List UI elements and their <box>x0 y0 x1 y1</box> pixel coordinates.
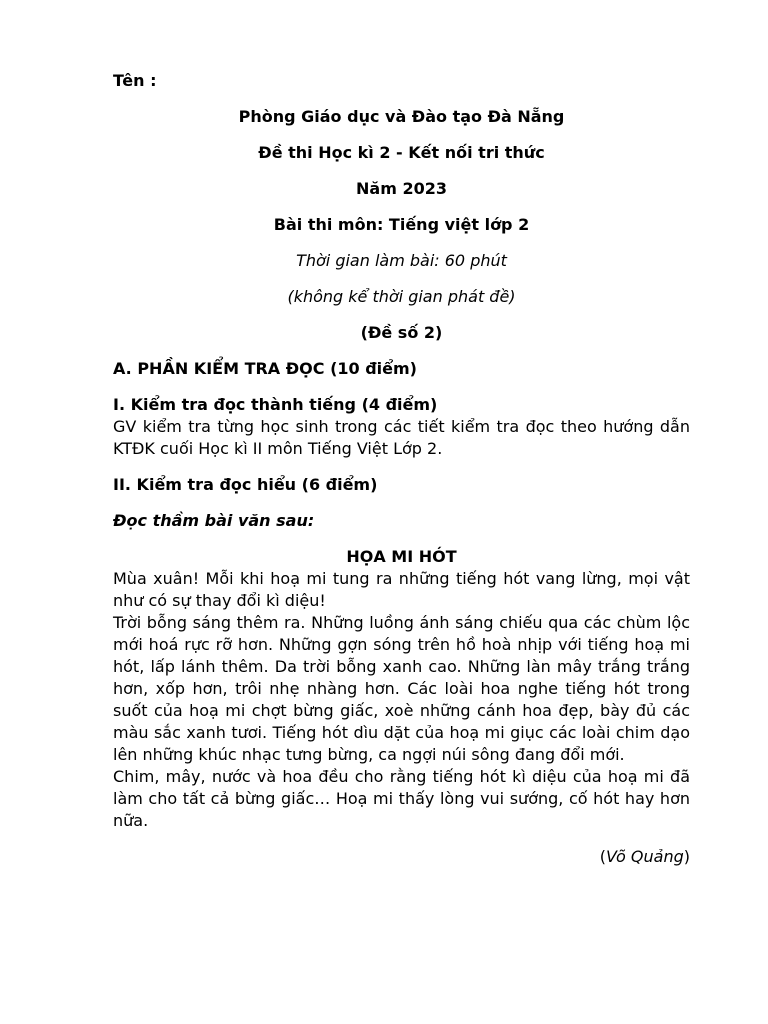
author-paren-close: ) <box>683 847 690 866</box>
document-page <box>113 70 690 868</box>
exam-duration-note: (không kể thời gian phát đề) <box>287 287 516 306</box>
part-1-title: I. Kiểm tra đọc thành tiếng (4 điểm) <box>113 395 438 414</box>
part-2-title: II. Kiểm tra đọc hiểu (6 điểm) <box>113 475 378 494</box>
exam-title: Đề thi Học kì 2 - Kết nối tri thức <box>258 143 545 162</box>
name-label: Tên : <box>113 71 157 90</box>
passage-title: HỌA MI HÓT <box>346 547 457 566</box>
passage-author-line <box>113 846 690 868</box>
exam-duration: Thời gian làm bài: 60 phút <box>296 251 507 270</box>
part-1-text: GV kiểm tra từng học sinh trong các tiết kiểm tra đọc theo hướng dẫn KTĐK cuối Học kì II môn Tiếng Việt Lớp 2. <box>113 417 690 458</box>
exam-year: Năm 2023 <box>356 179 447 198</box>
passage-paragraph-1: Mùa xuân! Mỗi khi hoạ mi tung ra những tiếng hót vang lừng, mọi vật như có sự thay đổi kì diệu! <box>113 569 690 610</box>
passage-author: Võ Quảng <box>606 847 684 866</box>
section-a-title: A. PHẦN KIỂM TRA ĐỌC (10 điểm) <box>113 359 417 378</box>
exam-subject: Bài thi môn: Tiếng việt lớp 2 <box>273 215 530 234</box>
passage-paragraph-2: Trời bỗng sáng thêm ra. Những luồng ánh sáng chiếu qua các chùm lộc mới hoá rực rỡ hơn. Những gợn sóng trên hồ hoà nhịp với tiếng hoạ mi hót, lấp lánh thêm. Da trời bỗng xanh cao. Những làn mây trắng trắng hơn, xốp hơn, trôi nhẹ nhàng hơn. Các loài hoa nghe tiếng hót trong suốt của hoạ mi chợt bừng giấc, xoè những cánh hoa đẹp, bày đủ các màu sắc xanh tươi. Tiếng hót dìu dặt của hoạ mi giục các loài chim dạo lên những khúc nhạc tưng bừng, ca ngợi núi sông đang đổi mới. <box>113 613 690 764</box>
reading-instruction: Đọc thầm bài văn sau: <box>113 511 315 530</box>
passage-paragraph-3: Chim, mây, nước và hoa đều cho rằng tiếng hót kì diệu của hoạ mi đã làm cho tất cả bừng giấc… Hoạ mi thấy lòng vui sướng, cố hót hay hơn nữa. <box>113 767 690 830</box>
department-heading: Phòng Giáo dục và Đào tạo Đà Nẵng <box>238 107 565 126</box>
author-paren-open: ( <box>599 847 607 866</box>
exam-number: (Đề số 2) <box>360 323 443 342</box>
